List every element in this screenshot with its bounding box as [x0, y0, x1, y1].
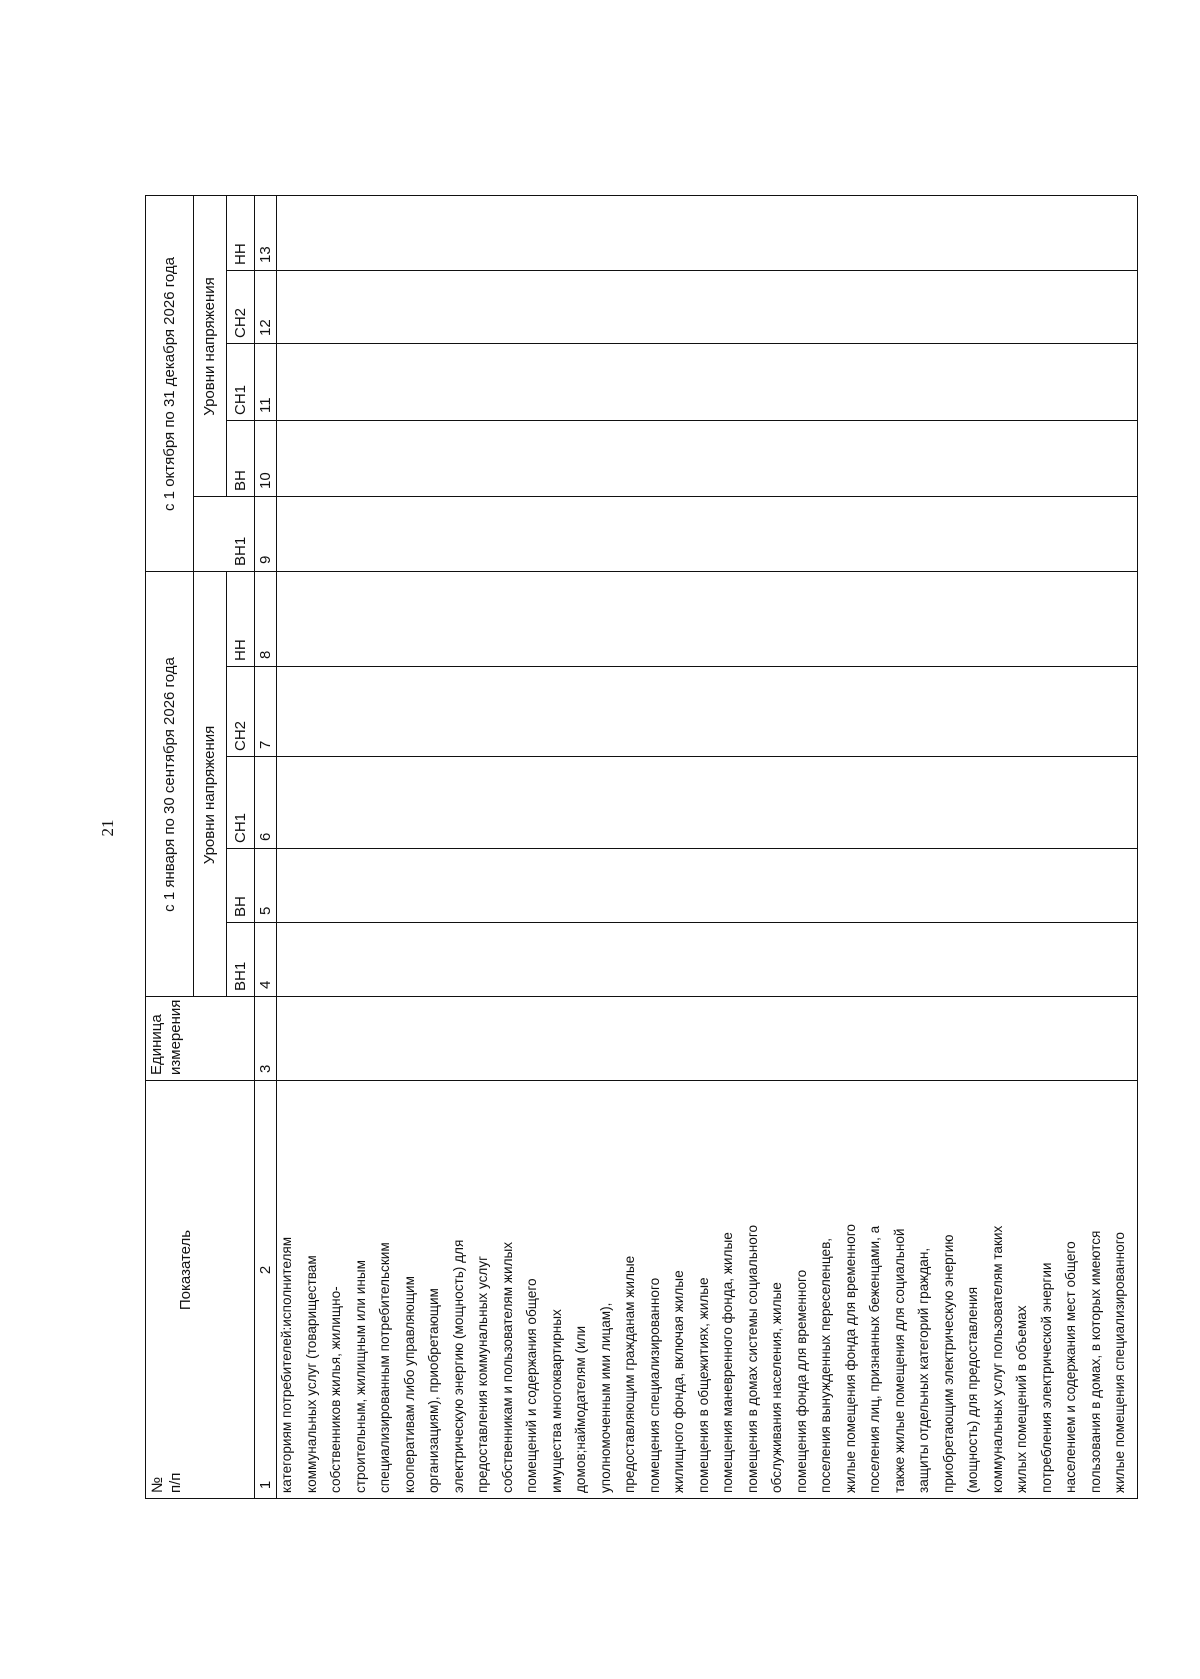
column-number: 5 [256, 906, 274, 915]
page-number: 21 [98, 819, 117, 837]
header-unit [149, 999, 226, 1075]
indicator-text-line: помещений и содержания общего [524, 1278, 539, 1493]
indicator-text-line: пользования в домах, в которых имеются [1087, 1230, 1103, 1493]
indicator-text-line: помещения в общежитиях, жилые [695, 1277, 711, 1493]
indicator-text-line: жилых помещений в объемах [1014, 1305, 1029, 1493]
level-label-вн1: ВН1 [231, 961, 249, 991]
grid-line-level [226, 666, 1137, 667]
indicator-text-line: собственников жилья, жилищно- [328, 1286, 343, 1493]
indicator-text-line: поселения лиц, признанных беженцами, а [867, 1225, 882, 1493]
level-label-сн1: СН1 [231, 812, 249, 843]
grid-line-level [193, 496, 1137, 497]
indicator-text-line: жилищного фонда, включая жилые [671, 1270, 686, 1493]
grid-line-col-2 [145, 1080, 1137, 1081]
indicator-text-line: предоставления коммунальных услуг [475, 1255, 490, 1493]
column-number: 3 [256, 1064, 274, 1073]
header-row-number-line: п/п [167, 1472, 184, 1493]
header-row-number [150, 1465, 194, 1493]
level-label-сн2: СН2 [231, 720, 249, 751]
indicator-text-line: уполномоченным ими лицам), [597, 1302, 613, 1493]
grid-line-level [226, 270, 1137, 271]
indicator-text-line: коммунальных услуг (товариществам [303, 1255, 319, 1493]
indicator-text-line: также жилые помещения для социальной [891, 1228, 907, 1493]
grid-line-level [226, 922, 1137, 923]
header-voltage-levels-2: Уровни напряжения [201, 277, 218, 416]
column-number: 13 [256, 246, 274, 263]
indicator-text-line: помещения маневренного фонда, жилые [720, 1232, 735, 1493]
grid-line-period-divider [145, 571, 1137, 572]
indicator-text-line: домов;наймодателям (или [573, 1325, 588, 1493]
column-number: 1 [256, 1480, 274, 1490]
level-label-нн: НН [231, 639, 249, 661]
indicator-text-line: помещения в домах системы социального [744, 1224, 760, 1493]
level-label-нн: НН [231, 243, 249, 265]
column-number: 9 [256, 555, 274, 564]
indicator-text-line: (мощность) для предоставления [965, 1286, 980, 1493]
indicator-text-line: приобретающим электрическую энергию [940, 1234, 956, 1493]
indicator-text-line: населением и содержания мест общего [1063, 1241, 1078, 1493]
indicator-text-line: обслуживания населения, жилые [769, 1282, 784, 1493]
indicator-text-line: организациям), приобретающим [426, 1288, 441, 1493]
level-label-сн1: СН1 [231, 384, 249, 415]
column-number: 10 [256, 472, 274, 489]
indicator-text-line: помещения фонда для временного [793, 1269, 809, 1493]
indicator-text-line: предоставляющим гражданам жилые [622, 1255, 637, 1493]
level-label-вн: ВН [231, 896, 249, 917]
indicator-text-line: защиты отдельных категорий граждан, [916, 1247, 931, 1493]
column-number: 7 [256, 740, 274, 749]
header-period-1: с 1 января по 30 сентября 2026 года [160, 657, 178, 912]
header-row-number-line: № [149, 1476, 166, 1493]
grid-line-period [193, 196, 194, 997]
indicator-text-line: категориям потребителей:исполнителям [279, 1236, 294, 1493]
indicator-text-line: коммунальных услуг пользователям таких [989, 1225, 1005, 1493]
grid-line-level [226, 756, 1137, 757]
indicator-text-line: жилые помещения специализированного [1112, 1232, 1127, 1493]
table-border-left [145, 1498, 1137, 1499]
grid-line-level [226, 343, 1137, 344]
grid-line-level [226, 420, 1137, 421]
indicator-text-line: помещения специализированного [646, 1277, 662, 1493]
column-number: 8 [256, 650, 274, 659]
grid-line-level [226, 848, 1137, 849]
header-indicator: Показатель [177, 1229, 194, 1311]
grid-line-col-3 [145, 996, 1137, 997]
level-label-вн: ВН [231, 470, 249, 491]
indicator-text-line: специализированным потребительским [377, 1242, 392, 1493]
header-voltage-levels-1: Уровни напряжения [201, 725, 218, 865]
column-number: 11 [256, 397, 274, 413]
column-number: 2 [256, 1265, 274, 1275]
column-number: 6 [256, 832, 274, 841]
header-unit-line: измерения [167, 999, 184, 1075]
indicator-text-line: жилые помещения фонда для временного [842, 1224, 858, 1493]
indicator-text-line: собственникам и пользователям жилых [499, 1241, 515, 1493]
indicator-text-line: поселения вынужденных переселенцев, [818, 1237, 833, 1493]
level-label-вн1: ВН1 [231, 536, 249, 566]
indicator-text-line: имущества многоквартирных [548, 1309, 564, 1493]
column-number: 4 [256, 980, 274, 989]
header-period-2: с 1 октября по 31 декабря 2026 года [160, 257, 178, 511]
header-unit-line: Единица [148, 1014, 165, 1075]
indicator-text-line: потребления электрической энергии [1038, 1262, 1054, 1493]
table-border-top [145, 196, 146, 1499]
indicator-text-line: электрическую энергию (мощность) для [450, 1239, 466, 1493]
table-border-right [145, 195, 1137, 196]
indicator-text-line: кооперативам либо управляющим [401, 1276, 417, 1493]
indicator-text-line: строительным, жилищным или иным [352, 1259, 368, 1493]
table-border-bottom [1137, 196, 1138, 1499]
level-label-сн2: СН2 [231, 307, 249, 338]
column-number: 12 [256, 319, 274, 336]
